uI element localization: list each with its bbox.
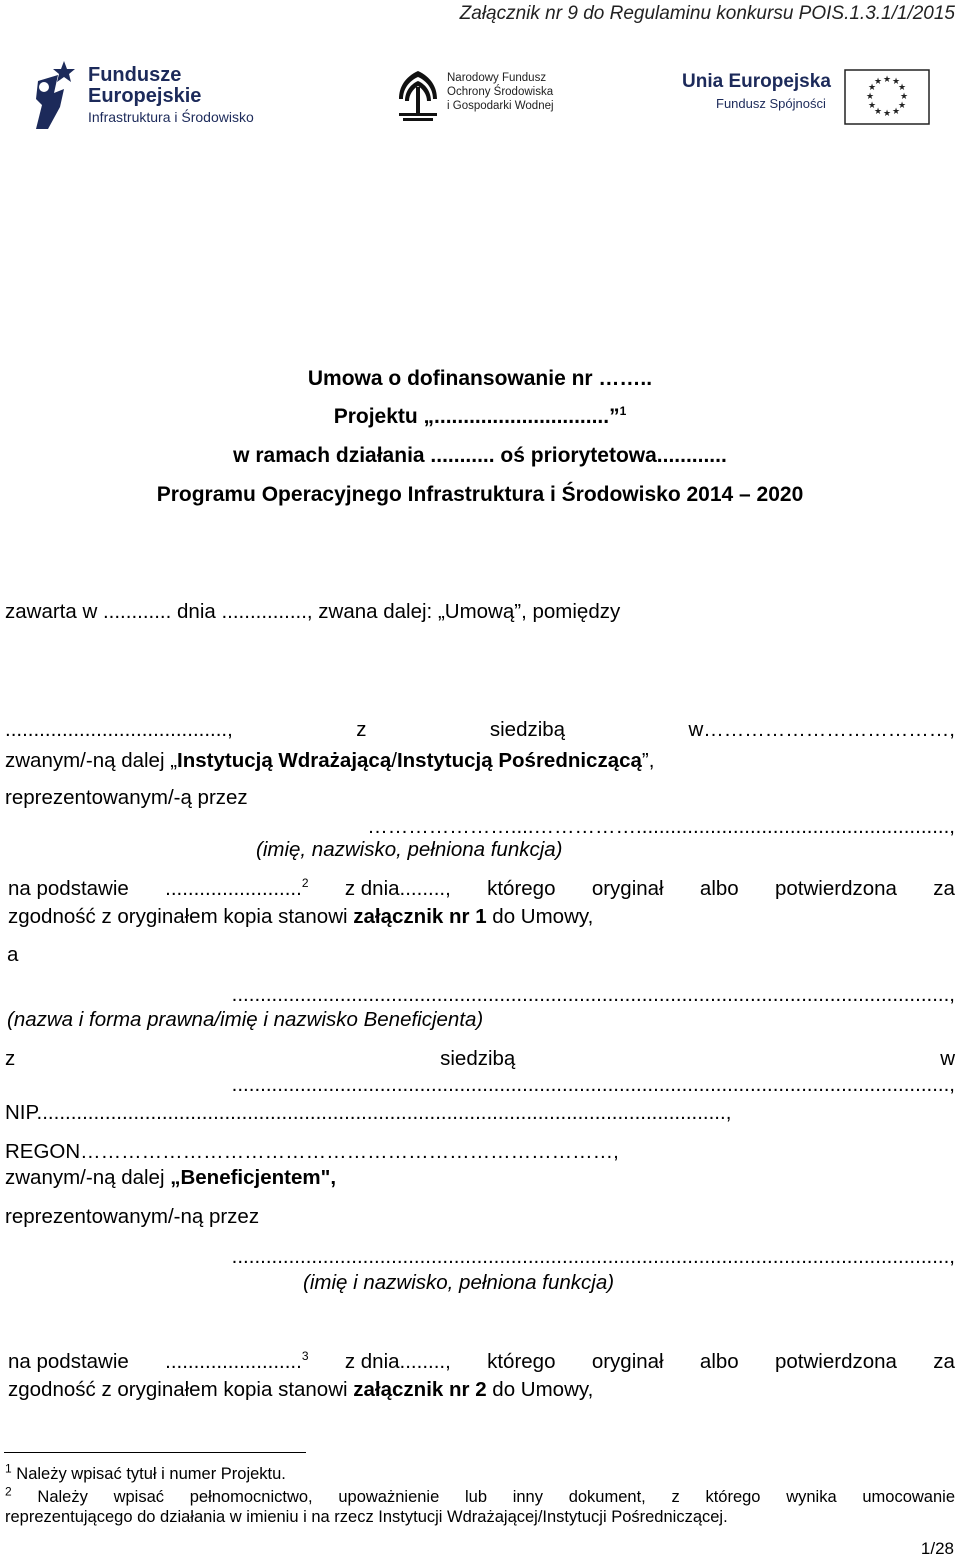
- represented-by-1: reprezentowanym/-ą przez: [5, 786, 248, 809]
- footnote-1: [5, 1461, 286, 1484]
- institution-iw: Instytucją Wdrażającą: [177, 749, 392, 772]
- nfosigw-line2: Ochrony Środowiska: [447, 86, 554, 98]
- svg-text:★: ★: [867, 83, 877, 93]
- basis-2-w3: albo: [699, 1350, 739, 1373]
- svg-text:★: ★: [882, 109, 892, 119]
- basis-2-attachment: [8, 1378, 593, 1402]
- beneficiary-name-caption: (nazwa i forma prawna/imię i nazwisko Beneficjenta): [7, 1008, 484, 1031]
- logo-nfosigw: [395, 69, 595, 129]
- concluded-line: zawarta w ............ dnia ..............., zwana dalej: „Umową”, pomiędzy: [5, 600, 621, 623]
- institution-z: z: [356, 718, 367, 741]
- basis-1-doc: [165, 877, 308, 901]
- logo-unia-europejska: [682, 69, 942, 129]
- nfosigw-line3: i Gospodarki Wodnej: [447, 100, 554, 112]
- footnote-2-number: 2: [5, 1484, 12, 1499]
- basis-1-w2: oryginał: [591, 877, 664, 900]
- fe-logo-line1: Fundusze: [88, 64, 182, 86]
- svg-text:★: ★: [873, 77, 883, 87]
- institution-designation-prefix: zwanym/-ną dalej „: [5, 749, 178, 772]
- basis-1-w4: potwierdzona: [775, 877, 897, 900]
- represented-by-2: reprezentowanym/-ną przez: [5, 1205, 260, 1228]
- svg-text:★: ★: [899, 92, 909, 102]
- basis-1-dots: ........................: [165, 877, 302, 900]
- basis-2-w1: którego: [487, 1350, 556, 1373]
- basis-2-line: [8, 1350, 955, 1374]
- regon-line: REGON……………………………………………………………………,: [5, 1140, 619, 1163]
- measure-line: w ramach działania ........... oś priorytetowa............: [233, 444, 727, 467]
- logo-fundusze-europejskie: [34, 59, 284, 131]
- fe-logo-line3: Infrastruktura i Środowisko: [88, 109, 254, 125]
- eu-flag-icon: [844, 69, 930, 125]
- institution-designation-suffix: ”,: [641, 749, 655, 772]
- attachment-1-ref: załącznik nr 1: [353, 905, 487, 928]
- beneficiary-seat-line: [5, 1047, 955, 1071]
- basis-2-w5: za: [933, 1350, 955, 1373]
- basis-1-attachment-prefix: zgodność z oryginałem kopia stanowi: [8, 905, 354, 928]
- svg-text:★: ★: [867, 101, 877, 111]
- beneficiary-name-dots: ..............................................................................................................................,: [231, 983, 955, 1006]
- basis-1-w5: za: [933, 877, 955, 900]
- nfosigw-tree-icon: [395, 69, 441, 125]
- attachment-header: Załącznik nr 9 do Regulaminu konkursu POIS.1.3.1/1/2015: [459, 3, 955, 24]
- project-title-text: Projektu „..............................”: [333, 405, 620, 428]
- beneficiary-designation-bold: „Beneficjentem",: [170, 1166, 337, 1189]
- footnote-1-number: 1: [5, 1461, 12, 1476]
- svg-text:★: ★: [873, 107, 883, 117]
- beneficiary-designation: [5, 1166, 336, 1190]
- basis-1-label: na podstawie: [8, 877, 129, 900]
- beneficiary-seat-w: w: [940, 1047, 955, 1070]
- basis-1-w3: albo: [699, 877, 739, 900]
- basis-2-w2: oryginał: [591, 1350, 664, 1373]
- institution-ip: Instytucją Pośredniczącą: [396, 749, 642, 772]
- nfosigw-line1: Narodowy Fundusz: [447, 72, 547, 84]
- svg-text:★: ★: [891, 107, 901, 117]
- footnote-ref-2: 2: [301, 876, 309, 891]
- svg-text:★: ★: [897, 101, 907, 111]
- svg-text:★: ★: [865, 92, 875, 102]
- basis-1-line: [8, 877, 955, 901]
- footnote-separator: [4, 1452, 306, 1453]
- basis-1-w1: którego: [487, 877, 556, 900]
- institution-slash: /: [391, 749, 397, 772]
- institution-designation: [5, 749, 654, 773]
- beneficiary-designation-prefix: zwanym/-ną dalej: [5, 1166, 171, 1189]
- svg-text:★: ★: [882, 75, 892, 85]
- and-conjunction: a: [7, 943, 19, 966]
- institution-name-dots: .......................................,: [5, 718, 233, 741]
- svg-text:★: ★: [897, 83, 907, 93]
- beneficiary-seat-siedziba: siedzibą: [440, 1047, 516, 1070]
- basis-2-label: na podstawie: [8, 1350, 129, 1373]
- beneficiary-seat-dots: ..............................................................................................................................,: [231, 1073, 955, 1096]
- footnote-ref-1: 1: [619, 404, 627, 418]
- basis-2-attachment-suffix: do Umowy,: [486, 1378, 594, 1401]
- attachment-2-ref: załącznik nr 2: [353, 1378, 487, 1401]
- agreement-title: Umowa o dofinansowanie nr ……..: [307, 367, 653, 390]
- footnote-2-line2: reprezentującego do działania w imieniu i na rzecz Instytucji Wdrażającej/Instytucji Pośredniczącej.: [5, 1508, 728, 1526]
- basis-2-dots: ........................: [165, 1350, 302, 1373]
- page-number: 1/28: [920, 1539, 954, 1558]
- basis-2-w4: potwierdzona: [775, 1350, 897, 1373]
- beneficiary-seat-z: z: [5, 1047, 16, 1070]
- ue-logo-line1: Unia Europejska: [682, 71, 831, 92]
- representative-1-caption: (imię, nazwisko, pełniona funkcja): [256, 838, 563, 861]
- nip-line: NIP.........................................................................................................................,: [5, 1101, 732, 1124]
- footnote-ref-3: 3: [301, 1349, 309, 1364]
- basis-2-date: z dnia........,: [344, 1350, 451, 1373]
- basis-1-date: z dnia........,: [344, 877, 451, 900]
- representative-2-caption: (imię i nazwisko, pełniona funkcja): [303, 1271, 615, 1294]
- ue-logo-line2: Fundusz Spójności: [716, 96, 826, 111]
- project-title: [0, 405, 960, 429]
- basis-1-attachment-suffix: do Umowy,: [486, 905, 594, 928]
- svg-text:★: ★: [891, 77, 901, 87]
- logo-bar: [0, 55, 960, 135]
- institution-siedziba: siedzibą: [489, 718, 566, 741]
- institution-city-dots: w………………………………,: [688, 718, 955, 741]
- fe-logo-line2: Europejskie: [88, 85, 202, 107]
- representative-2-dots: ..............................................................................................................................,: [231, 1245, 955, 1268]
- institution-seat-line: [5, 718, 955, 742]
- representative-1-dots: …………………....…………….......................................................,: [367, 815, 955, 838]
- programme-line: Programu Operacyjnego Infrastruktura i Środowisko 2014 – 2020: [156, 483, 804, 506]
- basis-2-attachment-prefix: zgodność z oryginałem kopia stanowi: [8, 1378, 354, 1401]
- footnote-2-line1: [5, 1484, 955, 1507]
- basis-2-doc: [165, 1350, 308, 1374]
- footnote-2-text-line1: Należy wpisać pełnomocnictwo, upoważnienie lub inny dokument, z którego wynika umocowanie: [37, 1488, 955, 1506]
- basis-1-attachment: [8, 905, 593, 929]
- footnote-1-text: Należy wpisać tytuł i numer Projektu.: [16, 1465, 286, 1483]
- fe-star-figure-icon: [34, 59, 80, 131]
